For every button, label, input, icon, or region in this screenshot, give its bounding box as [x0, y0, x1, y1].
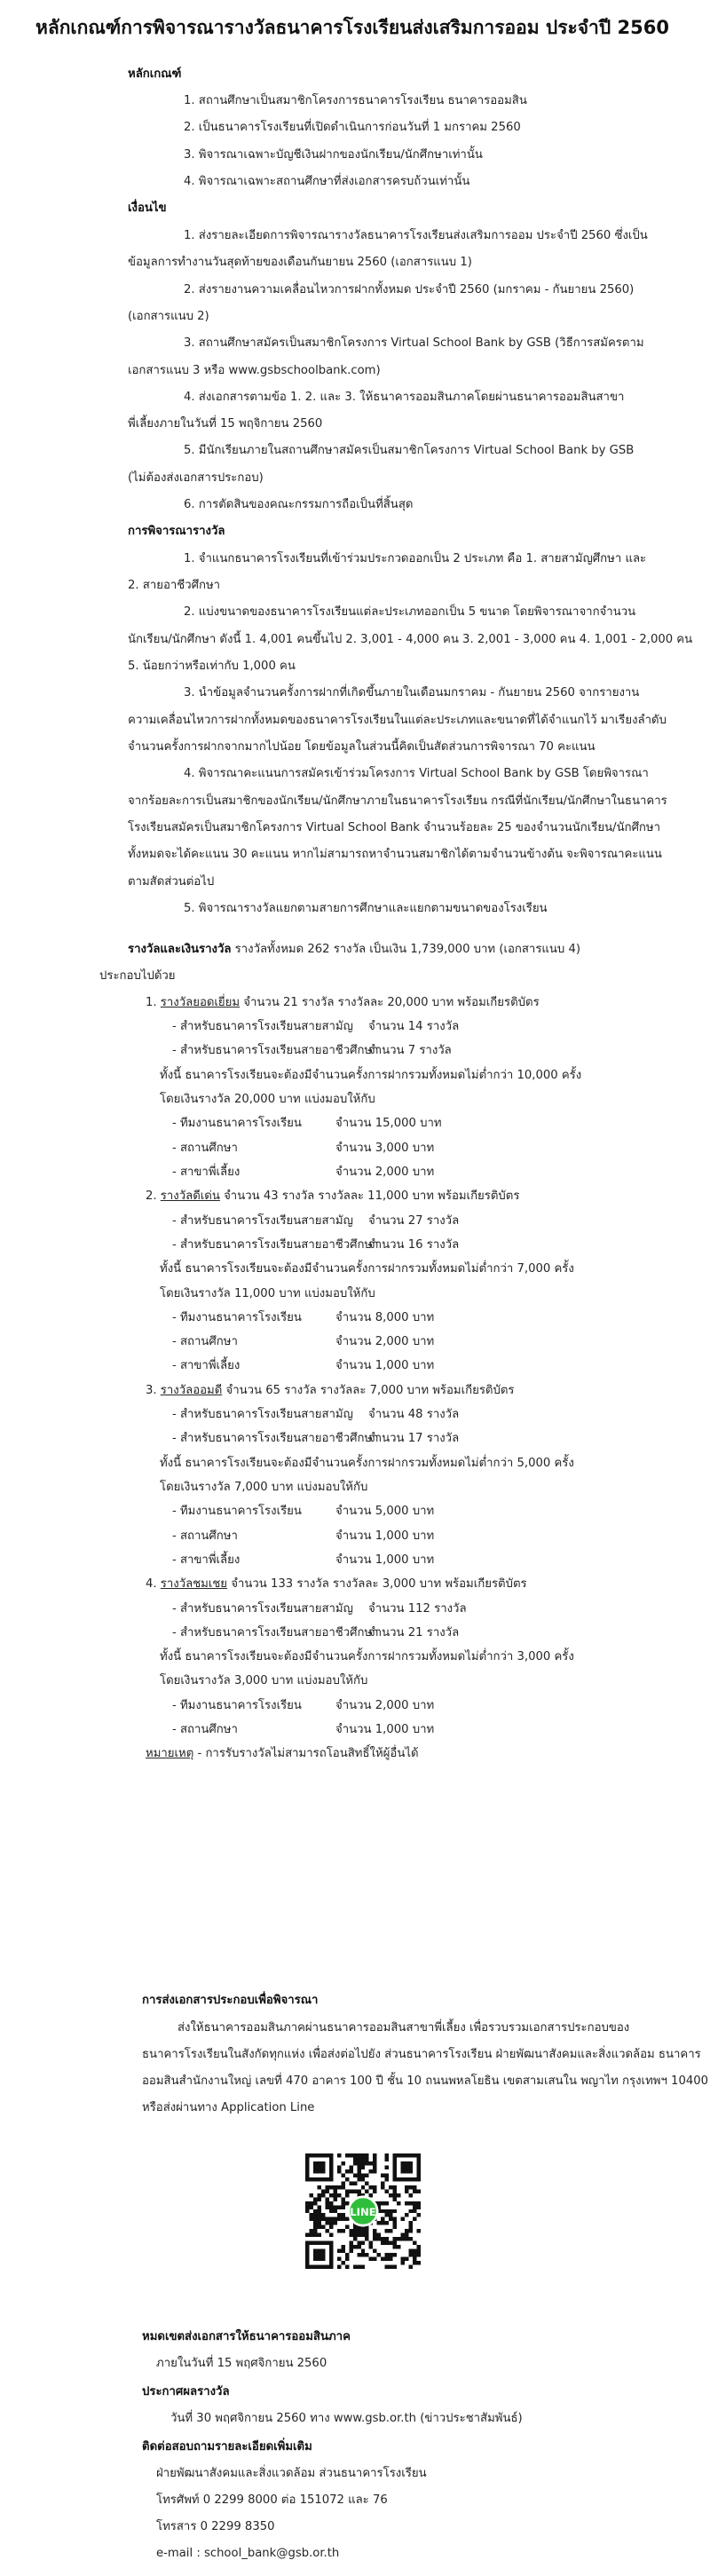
alloc-label: - สาขาพี่เลี้ยง: [172, 1359, 241, 1372]
judging-line: ความเคลื่อนไหวการฝากทั้งหมดของธนาคารโรงเรียนในแต่ละประเภทและขนาดที่ได้จำแนกไว้ มาเรียงลำดับ: [128, 714, 667, 727]
tier-note: ทั้งนี้ ธนาคารโรงเรียนจะต้องมีจำนวนครั้งการฝากรวมทั้งหมดไม่ต่ำกว่า 3,000 ครั้ง: [160, 1650, 574, 1663]
tier-split-value: จำนวน 7 รางวัล: [368, 1044, 452, 1057]
document-title: หลักเกณฑ์การพิจารณารางวัลธนาคารโรงเรียนส่งเสริมการออม ประจำปี 2560: [36, 17, 669, 38]
alloc-value: จำนวน 8,000 บาท: [335, 1311, 435, 1324]
tier-split-value: จำนวน 48 รางวัล: [368, 1408, 460, 1421]
line-qr-code: [305, 2153, 421, 2269]
criteria-heading: หลักเกณฑ์: [128, 67, 182, 81]
tier-split-label: - สำหรับธนาคารโรงเรียนสายอาชีวศึกษา: [172, 1238, 379, 1252]
tier-split-value: จำนวน 14 รางวัล: [368, 1020, 460, 1033]
conditions-line: 4. ส่งเอกสารตามข้อ 1. 2. และ 3. ให้ธนาคารออมสินภาคโดยผ่านธนาคารออมสินสาขา: [184, 391, 625, 404]
judging-line: 3. นำข้อมูลจำนวนครั้งการฝากที่เกิดขึ้นภายในเดือนมกราคม - กันยายน 2560 จากรายงาน: [184, 686, 640, 699]
prize-tier-2: [146, 1189, 519, 1205]
tier-note: ทั้งนี้ ธนาคารโรงเรียนจะต้องมีจำนวนครั้งการฝากรวมทั้งหมดไม่ต่ำกว่า 5,000 ครั้ง: [160, 1457, 574, 1470]
alloc-value: จำนวน 1,000 บาท: [335, 1359, 435, 1372]
remark-text: - การรับรางวัลไม่สามารถโอนสิทธิ์ให้ผู้อื่นได้: [193, 1747, 419, 1760]
conditions-line: 2. ส่งรายงานความเคลื่อนไหวการฝากทั้งหมด ประจำปี 2560 (มกราคม - กันยายน 2560): [184, 283, 635, 296]
conditions-line: 3. สถานศึกษาสมัครเป็นสมาชิกโครงการ Virtual School Bank by GSB (วิธีการสมัครตาม: [184, 336, 644, 350]
line-logo-label: LINE: [350, 2205, 376, 2218]
judging-line: ตามสัดส่วนต่อไป: [128, 875, 215, 889]
alloc-label: - ทีมงานธนาคารโรงเรียน: [172, 1505, 302, 1518]
conditions-line: พี่เลี้ยงภายในวันที่ 15 พฤจิกายน 2560: [128, 417, 323, 431]
tier-note: โดยเงินรางวัล 11,000 บาท แบ่งมอบให้กับ: [160, 1287, 375, 1300]
alloc-label: - ทีมงานธนาคารโรงเรียน: [172, 1117, 302, 1130]
submission-line: ออมสินสำนักงานใหญ่ เลขที่ 470 อาคาร 100 ปี ชั้น 10 ถนนพหลโยธิน เขตสามเสนใน พญาไท กรุงเทพฯ 10400: [142, 2074, 709, 2088]
prizes-intro-text: รางวัลทั้งหมด 262 รางวัล เป็นเงิน 1,739,000 บาท (เอกสารแนบ 4): [231, 943, 581, 956]
alloc-label: - สาขาพี่เลี้ยง: [172, 1166, 241, 1179]
tier-split-value: จำนวน 17 รางวัล: [368, 1432, 460, 1445]
tier-desc: จำนวน 133 รางวัล รางวัลละ 3,000 บาท พร้อมเกียรติบัตร: [227, 1577, 527, 1591]
tier-name: รางวัลออมดี: [160, 1384, 223, 1397]
tier-split-value: จำนวน 21 รางวัล: [368, 1626, 460, 1640]
deadline-text: ภายในวันที่ 15 พฤศจิกายน 2560: [156, 2357, 327, 2370]
conditions-line: 5. มีนักเรียนภายในสถานศึกษาสมัครเป็นสมาชิกโครงการ Virtual School Bank by GSB: [184, 444, 635, 457]
criteria-item: 4. พิจารณาเฉพาะสถานศึกษาที่ส่งเอกสารครบถ้วนเท่านั้น: [184, 175, 470, 188]
alloc-value: จำนวน 15,000 บาท: [335, 1117, 442, 1130]
tier-desc: จำนวน 65 รางวัล รางวัลละ 7,000 บาท พร้อมเกียรติบัตร: [222, 1384, 515, 1397]
submission-line: หรือส่งผ่านทาง Application Line: [142, 2101, 315, 2114]
submission-line: ธนาคารโรงเรียนในสังกัดทุกแห่ง เพื่อส่งต่อไปยัง ส่วนธนาคารโรงเรียน ฝ่ายพัฒนาสังคมและสิ่งแวดล้อม ธนาคาร: [142, 2048, 701, 2061]
tier-split-value: จำนวน 16 รางวัล: [368, 1238, 460, 1252]
conditions-line: 1. ส่งรายละเอียดการพิจารณารางวัลธนาคารโรงเรียนส่งเสริมการออม ประจำปี 2560 ซึ่งเป็น: [184, 229, 648, 242]
tier-split-value: จำนวน 27 รางวัล: [368, 1214, 460, 1228]
announcement-text: วันที่ 30 พฤศจิกายน 2560 ทาง www.gsb.or.th (ข่าวประชาสัมพันธ์): [170, 2412, 523, 2425]
criteria-item: 2. เป็นธนาคารโรงเรียนที่เปิดดำเนินการก่อนวันที่ 1 มกราคม 2560: [184, 121, 521, 134]
remark-label: หมายเหตุ: [146, 1747, 194, 1760]
contact-line: โทรศัพท์ 0 2299 8000 ต่อ 151072 และ 76: [156, 2493, 388, 2507]
alloc-label: - สถานศึกษา: [172, 1335, 238, 1348]
judging-line: 2. สายอาชีวศึกษา: [128, 579, 221, 592]
conditions-line: (ไม่ต้องส่งเอกสารประกอบ): [128, 471, 264, 485]
alloc-value: จำนวน 1,000 บาท: [335, 1553, 435, 1567]
tier-note: โดยเงินรางวัล 20,000 บาท แบ่งมอบให้กับ: [160, 1093, 375, 1106]
prize-tier-1: [146, 995, 540, 1011]
judging-line: จากร้อยละการเป็นสมาชิกของนักเรียน/นักศึกษาภายในธนาคารโรงเรียน กรณีที่นักเรียน/นักศึกษาในธนาคาร: [128, 794, 667, 808]
alloc-label: - ทีมงานธนาคารโรงเรียน: [172, 1311, 302, 1324]
tier-desc: จำนวน 21 รางวัล รางวัลละ 20,000 บาท พร้อมเกียรติบัตร: [240, 996, 540, 1009]
tier-split-label: - สำหรับธนาคารโรงเรียนสายอาชีวศึกษา: [172, 1432, 379, 1445]
tier-note: ทั้งนี้ ธนาคารโรงเรียนจะต้องมีจำนวนครั้งการฝากรวมทั้งหมดไม่ต่ำกว่า 10,000 ครั้ง: [160, 1069, 582, 1082]
tier-number: 2.: [146, 1189, 157, 1203]
judging-line: 5. น้อยกว่าหรือเท่ากับ 1,000 คน: [128, 660, 296, 673]
judging-heading: การพิจารณารางวัล: [128, 525, 225, 538]
alloc-label: - สถานศึกษา: [172, 1723, 238, 1736]
tier-number: 1.: [146, 996, 157, 1009]
alloc-value: จำนวน 2,000 บาท: [335, 1335, 435, 1348]
alloc-value: จำนวน 2,000 บาท: [335, 1699, 435, 1712]
tier-name: รางวัลยอดเยี่ยม: [160, 996, 241, 1009]
judging-line: ทั้งหมดจะได้คะแนน 30 คะแนน หากไม่สามารถหาจำนวนสมาชิกได้ตามจำนวนข้างต้น จะพิจารณาคะแนน: [128, 848, 662, 861]
prizes-intro-line2: ประกอบไปด้วย: [99, 969, 176, 983]
judging-line: 2. แบ่งขนาดของธนาคารโรงเรียนแต่ละประเภทออกเป็น 5 ขนาด โดยพิจารณาจากจำนวน: [184, 605, 636, 619]
tier-split-label: - สำหรับธนาคารโรงเรียนสายสามัญ: [172, 1602, 353, 1616]
tier-split-value: จำนวน 112 รางวัล: [368, 1602, 467, 1616]
tier-number: 3.: [146, 1384, 157, 1397]
alloc-label: - สถานศึกษา: [172, 1529, 238, 1543]
judging-line: 4. พิจารณาคะแนนการสมัครเข้าร่วมโครงการ Virtual School Bank by GSB โดยพิจารณา: [184, 767, 649, 780]
judging-line: จำนวนครั้งการฝากจากมากไปน้อย โดยข้อมูลในส่วนนี้คิดเป็นสัดส่วนการพิจารณา 70 คะแนน: [128, 740, 596, 754]
alloc-value: จำนวน 5,000 บาท: [335, 1505, 435, 1518]
contact-line: ฝ่ายพัฒนาสังคมและสิ่งแวดล้อม ส่วนธนาคารโรงเรียน: [156, 2467, 427, 2480]
alloc-value: จำนวน 2,000 บาท: [335, 1166, 435, 1179]
prizes-intro: [128, 942, 580, 958]
criteria-item: 3. พิจารณาเฉพาะบัญชีเงินฝากของนักเรียน/นักศึกษาเท่านั้น: [184, 148, 483, 162]
prize-tier-3: [146, 1383, 515, 1399]
prizes-remark: [146, 1746, 419, 1762]
judging-line: นักเรียน/นักศึกษา ดังนี้ 1. 4,001 คนขึ้นไป 2. 3,001 - 4,000 คน 3. 2,001 - 3,000 คน 4. 1,001 - 2,000 คน: [128, 633, 693, 646]
tier-split-label: - สำหรับธนาคารโรงเรียนสายอาชีวศึกษา: [172, 1044, 379, 1057]
contact-heading: ติดต่อสอบถามรายละเอียดเพิ่มเติม: [142, 2440, 312, 2454]
alloc-value: จำนวน 1,000 บาท: [335, 1529, 435, 1543]
contact-email: e-mail : school_bank@gsb.or.th: [156, 2547, 340, 2560]
judging-line: 1. จำแนกธนาคารโรงเรียนที่เข้าร่วมประกวดออกเป็น 2 ประเภท คือ 1. สายสามัญศึกษา และ: [184, 552, 647, 565]
announcement-heading: ประกาศผลรางวัล: [142, 2385, 230, 2398]
judging-line: 5. พิจารณารางวัลแยกตามสายการศึกษาและแยกตามขนาดของโรงเรียน: [184, 902, 548, 915]
prize-tier-4: [146, 1576, 527, 1592]
tier-number: 4.: [146, 1577, 157, 1591]
tier-desc: จำนวน 43 รางวัล รางวัลละ 11,000 บาท พร้อมเกียรติบัตร: [219, 1189, 520, 1203]
conditions-line: ข้อมูลการทำงานวันสุดท้ายของเดือนกันยายน 2560 (เอกสารแนบ 1): [128, 256, 472, 269]
alloc-label: - สาขาพี่เลี้ยง: [172, 1553, 241, 1567]
deadline-heading: หมดเขตส่งเอกสารให้ธนาคารออมสินภาค: [142, 2330, 351, 2343]
judging-line: โรงเรียนสมัครเป็นสมาชิกโครงการ Virtual School Bank จำนวนร้อยละ 25 ของจำนวนนักเรียน/นักศึกษา: [128, 821, 661, 834]
alloc-label: - สถานศึกษา: [172, 1142, 238, 1155]
tier-note: โดยเงินรางวัล 7,000 บาท แบ่งมอบให้กับ: [160, 1481, 368, 1494]
conditions-line: (เอกสารแนบ 2): [128, 310, 209, 323]
conditions-heading: เงื่อนไข: [128, 201, 167, 215]
tier-name: รางวัลดีเด่น: [160, 1189, 220, 1203]
conditions-line: เอกสารแนบ 3 หรือ www.gsbschoolbank.com): [128, 364, 381, 377]
alloc-label: - ทีมงานธนาคารโรงเรียน: [172, 1699, 302, 1712]
contact-line: โทรสาร 0 2299 8350: [156, 2520, 275, 2533]
prizes-heading: รางวัลและเงินรางวัล: [128, 943, 232, 956]
tier-split-label: - สำหรับธนาคารโรงเรียนสายสามัญ: [172, 1408, 353, 1421]
tier-split-label: - สำหรับธนาคารโรงเรียนสายอาชีวศึกษา: [172, 1626, 379, 1640]
submission-line: ส่งให้ธนาคารออมสินภาคผ่านธนาคารออมสินสาขาพี่เลี้ยง เพื่อรวบรวมเอกสารประกอบของ: [178, 2021, 630, 2035]
tier-note: ทั้งนี้ ธนาคารโรงเรียนจะต้องมีจำนวนครั้งการฝากรวมทั้งหมดไม่ต่ำกว่า 7,000 ครั้ง: [160, 1262, 574, 1276]
alloc-value: จำนวน 3,000 บาท: [335, 1142, 435, 1155]
tier-note: โดยเงินรางวัล 3,000 บาท แบ่งมอบให้กับ: [160, 1674, 368, 1687]
tier-split-label: - สำหรับธนาคารโรงเรียนสายสามัญ: [172, 1214, 353, 1228]
submission-heading: การส่งเอกสารประกอบเพื่อพิจารณา: [142, 1994, 319, 2007]
tier-name: รางวัลชมเชย: [160, 1577, 228, 1591]
conditions-line: 6. การตัดสินของคณะกรรมการถือเป็นที่สิ้นสุด: [184, 498, 414, 511]
alloc-value: จำนวน 1,000 บาท: [335, 1723, 435, 1736]
tier-split-label: - สำหรับธนาคารโรงเรียนสายสามัญ: [172, 1020, 353, 1033]
criteria-item: 1. สถานศึกษาเป็นสมาชิกโครงการธนาคารโรงเรียน ธนาคารออมสิน: [184, 94, 527, 107]
